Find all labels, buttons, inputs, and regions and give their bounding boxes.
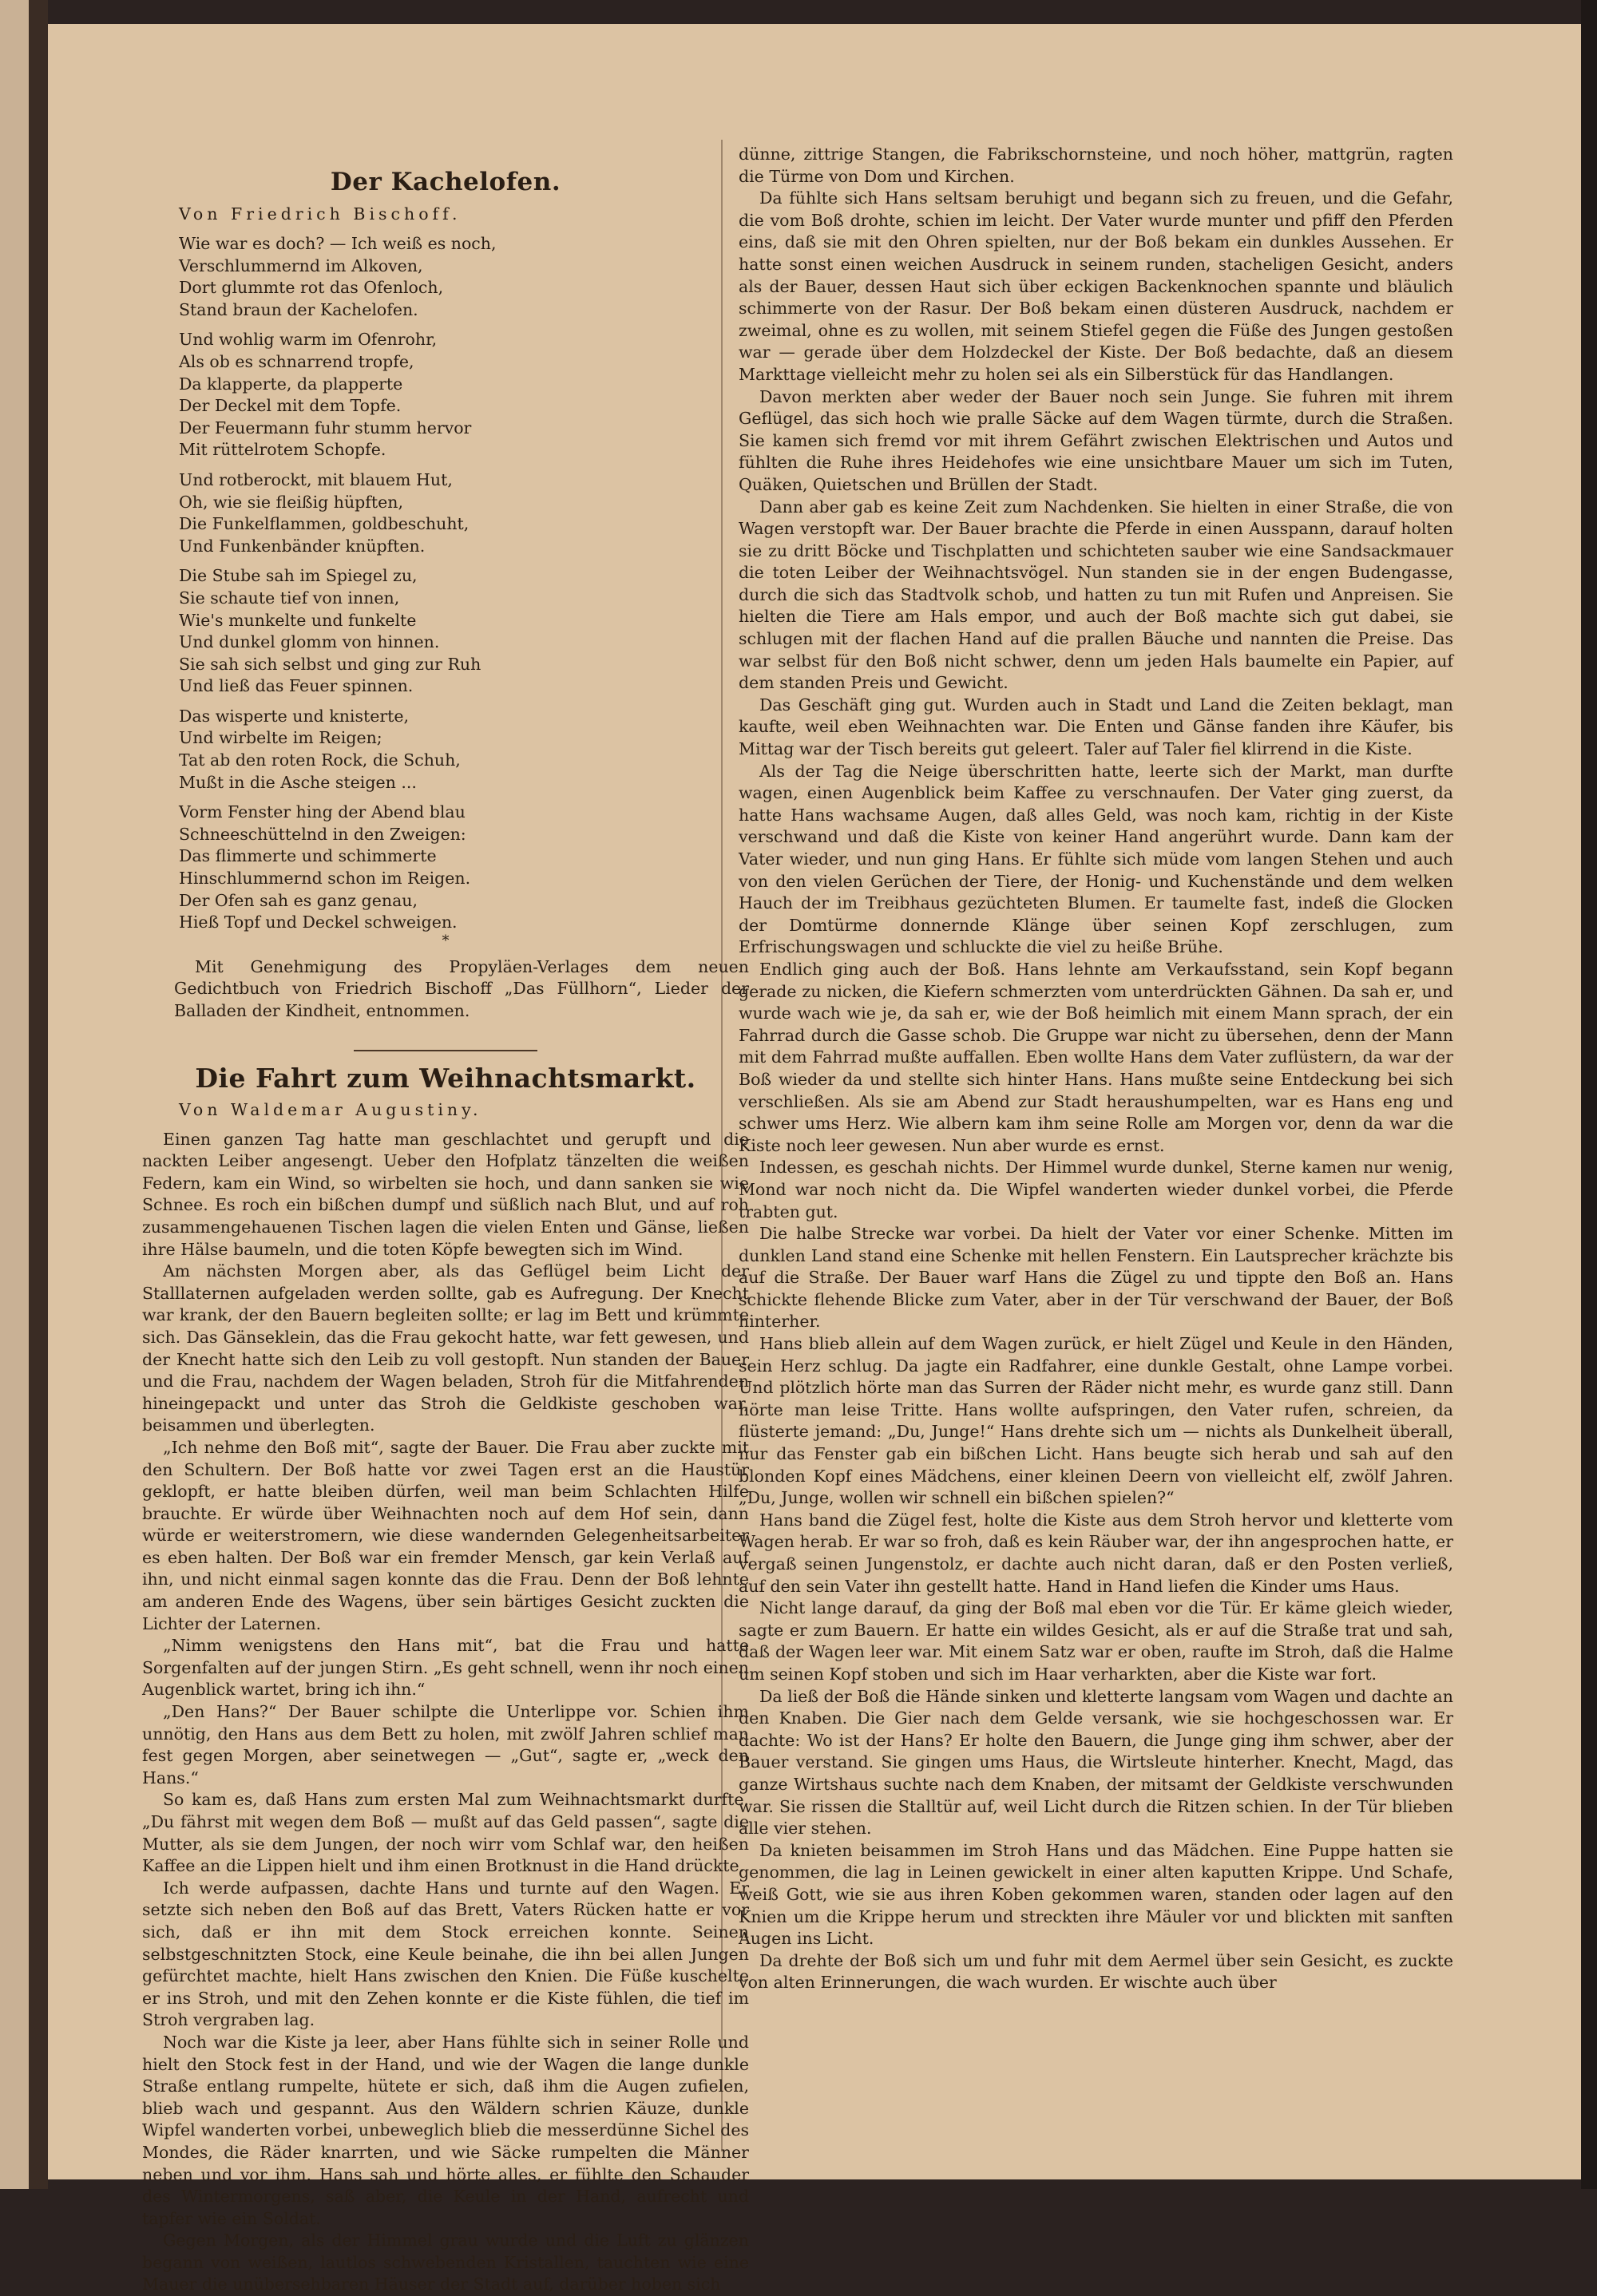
scan-right-margin (1581, 0, 1597, 2189)
poem-verse: Und dunkel glomm von hinnen. (179, 632, 440, 652)
poem-verse: Wie war es doch? — Ich weiß es noch, (179, 234, 497, 253)
story-paragraph: Einen ganzen Tag hatte man geschlachtet und gerupft und die nackten Leiber angesengt. Ueber den Hofplatz tänzelten die weißen Federn, kam ein Wind, so wirbelten sie hoch, und dann sanken sie wie Schnee. Es roch ein bißchen dumpf und süßlich nach Blut, und auf roh zusammengehauenen Tischen lagen die vielen Enten und Gänse, ließen ihre Hälse baumeln, und die toten Köpfe bewegten sich im Wind. (142, 1129, 749, 1259)
story-paragraph: Endlich ging auch der Boß. Hans lehnte am Verkaufsstand, sein Kopf begann gerade zu nicken, die Kiefern schmerzten vom unterdrückten Gähnen. Da sah er, und wurde wach wie je, da sah er, wie der Boß heimlich mit einem Mann sprach, der ein Fahrrad durch die Gasse schob. Die Gruppe war nicht zu übersehen, denn der Mann mit dem Fahrrad mußte auffallen. Eben wollte Hans dem Vater zuflüstern, da war der Boß wieder da und stellte sich hinter Hans. Hans mußte seine Entdeckung bei sich verschließen. Als sie am Abend zur Stadt heraushumpelten, war es Hans eng und schwer ums Herz. Wie albern kam ihm seine Rolle am Morgen vor, denn da war die Kiste noch leer gewesen. Nun aber wurde es ernst. (739, 959, 1453, 1155)
poem-verse: Mußt in die Asche steigen ... (179, 772, 417, 792)
poem-stanza-4 (179, 565, 749, 698)
poem-verse: Und wohlig warm im Ofenrohr, (179, 330, 438, 350)
story-paragraph-continued: dünne, zittrige Stangen, die Fabrikschornsteine, und noch höher, mattgrün, ragten die Türme von Dom und Kirchen. (739, 144, 1453, 186)
story-paragraph: Da drehte der Boß sich um und fuhr mit dem Aermel über sein Gesicht, es zuckte von alten Erinnerungen, die wach wurden. Er wischte auch über (739, 1950, 1453, 1993)
story-paragraph: Da knieten beisammen im Stroh Hans und das Mädchen. Eine Puppe hatten sie genommen, die lag in Leinen gewickelt in einer alten kaputten Krippe. Und Schafe, weiß Gott, wie sie aus ihren Koben gekommen waren, standen oder lagen auf den Knien um die Krippe herum und streckten ihre Mäuler vor und blickten mit sanften Augen ins Licht. (739, 1840, 1453, 1949)
section-asterisk: * (442, 932, 450, 949)
scan-left-margin (0, 0, 29, 2189)
story-paragraph: Noch war die Kiste ja leer, aber Hans fühlte sich in seiner Rolle und hielt den Stock fest in der Hand, und wie der Wagen die lange dunkle Straße entlang rumpelte, hütete er sich, daß ihm die Augen zufielen, blieb wach und gespannt. Aus den Wäldern schrien Käuze, dunkle Wipfel wanderten vorbei, unbeweglich blieb die messerdünne Sichel des Mondes, die Räder knarrten, und wie Säcke rumpelten die Männer neben und vor ihm. Hans sah und hörte alles, er fühlte den Schauder des Wintermorgens, saß aber, die Keule in der Hand, aufrecht und tapfer wie ein Soldat. (142, 2032, 749, 2228)
poem-verse: Der Ofen sah es ganz genau, (179, 890, 418, 910)
story-paragraph: Am nächsten Morgen aber, als das Geflügel beim Licht der Stalllaternen aufgeladen werden sollte, gab es Aufregung. Der Knecht war krank, der den Bauern begleiten sollte; er lag im Bett und krümmte sich. Das Gänseklein, das die Frau gekocht hatte, war fett gewesen, und der Knecht hatte sich den Leib zu voll gestopft. Nun standen der Bauer und die Frau, nachdem der Wagen beladen, Stroh für die Mitfahrenden hineingepackt und unter das Stroh die Geldkiste geschoben war, beisammen und überlegten. (142, 1261, 749, 1435)
story-paragraph: Gegen Morgen, als der Himmel grau wurde und die Luft zu glänzen begann von weißen, lautlos schwebenden Kristallen, tauchten wie eine Mauer die unübersehbaren Häuser der Stadt auf, darüber hoben sich (142, 2231, 749, 2294)
poem-stanza-1 (179, 233, 749, 321)
story-paragraph: So kam es, daß Hans zum ersten Mal zum Weihnachtsmarkt durfte. „Du fährst mit wegen dem Boß — mußt auf das Geld passen“, sagte die Mutter, als sie dem Jungen, der noch wirr vom Schlaf war, den heißen Kaffee an die Lippen hielt und ihm einen Brotknust in die Hand drückte. (142, 1790, 749, 1876)
poem-verse: Da klapperte, da plapperte (179, 374, 403, 394)
poem-stanza-3 (179, 469, 749, 557)
poem-author: Von Friedrich Bischoff. (179, 204, 462, 224)
poem-verse: Und wirbelte im Reigen; (179, 728, 382, 748)
poem-verse: Dort glummte rot das Ofenloch, (179, 278, 444, 298)
poem-verse: Verschlummernd im Alkoven, (179, 255, 423, 275)
poem-verse: Hieß Topf und Deckel schweigen. (179, 912, 458, 932)
story-paragraph: Das Geschäft ging gut. Wurden auch in Stadt und Land die Zeiten beklagt, man kaufte, weil eben Weihnachten war. Die Enten und Gänse fanden ihre Käufer, bis Mittag war der Tisch bereits gut geleert. Taler auf Taler fiel klirrend in die Kiste. (739, 695, 1453, 759)
story-paragraph: Da ließ der Boß die Hände sinken und kletterte langsam vom Wagen und dachte an den Knaben. Die Gier nach dem Gelde versank, wie sie hochgeschossen war. Er dachte: Wo ist der Hans? Er holte den Bauern, die Junge ging ihm schwer, aber der Bauer verstand. Sie gingen ums Haus, die Wirtsleute hinterher. Knecht, Magd, das ganze Wirtshaus suchte nach dem Knaben, der mitsamt der Geldkiste verschwunden war. Sie rissen die Stalltür auf, weil Licht durch die Ritzen schien. In der Tür blieben alle vier stehen. (739, 1686, 1453, 1839)
story-paragraph: Nicht lange darauf, da ging der Boß mal eben vor die Tür. Er käme gleich wieder, sagte er zum Bauern. Er hatte ein wildes Gesicht, als er auf die Straße trat und sah, daß der Wagen leer war. Mit einem Satz war er oben, raufte im Stroh, daß die Halme um seinen Kopf stoben und sich im Haar verharkten, aber die Kiste war fort. (739, 1598, 1453, 1684)
poem-verse: Vorm Fenster hing der Abend blau (179, 802, 466, 822)
story-paragraph: Dann aber gab es keine Zeit zum Nachdenken. Sie hielten in einer Straße, die von Wagen verstopft war. Der Bauer brachte die Pferde in einen Ausspann, darauf holten sie zu dritt Böcke und Tischplatten und schichteten sauber wie eine Sandsackmauer die toten Leiber der Weihnachtsvögel. Nun standen sie in der engen Budengasse, durch die sich das Stadtvolk schob, und hatten zu tun mit Rufen und Anpreisen. Sie hielten die Tiere am Hals empor, und auch der Boß machte sich gut dabei, sie schlugen mit der flachen Hand auf die prallen Bäuche und nannten die Preise. Das war selbst für den Boß nicht schwer, denn um jeden Hals baumelte ein Papier, auf dem standen Preis und Gewicht. (739, 497, 1453, 693)
poem-verse: Tat ab den roten Rock, die Schuh, (179, 750, 461, 770)
story-paragraph: Die halbe Strecke war vorbei. Da hielt der Vater vor einer Schenke. Mitten im dunklen Land stand eine Schenke mit hellen Fenstern. Ein Lautsprecher krächzte bis auf die Straße. Der Bauer warf Hans die Zügel zu und tippte den Boß an. Hans schickte flehende Blicke zum Vater, aber in der Tür verschwand der Bauer, der Boß hinterher. (739, 1224, 1453, 1332)
poem-verse: Und rotberockt, mit blauem Hut, (179, 469, 453, 489)
poem-verse: Die Stube sah im Spiegel zu, (179, 566, 418, 586)
poem-verse: Der Deckel mit dem Topfe. (179, 396, 402, 416)
story-paragraph: Als der Tag die Neige überschritten hatte, leerte sich der Markt, man durfte wagen, einen Augenblick beim Kaffee zu verschnaufen. Der Vater ging zuerst, da hatte Hans wachsame Augen, daß alles Geld, was noch kam, richtig in der Kiste verschwand und daß die Kiste von keiner Hand angerührt wurde. Dann kam der Vater wieder, und nun ging Hans. Er fühlte sich müde vom langen Stehen und auch von den vielen Gerüchen der Tiere, der Honig- und Kuchenstände und dem welken Hauch der im Treibhaus gezüchteten Blumen. Er taumelte fast, indeß die Glocken der Domtürme donnernde Klänge über seinen Kopf zerschlugen, zum Erfrischungswagen und schluckte die viel zu heiße Brühe. (739, 761, 1453, 957)
story-paragraph: „Den Hans?“ Der Bauer schilpte die Unterlippe vor. Schien ihm unnötig, den Hans aus dem Bett zu holen, mit zwölf Jahren schlief man fest gegen Morgen, aber seinetwegen — „Gut“, sagte er, „weck den Hans.“ (142, 1702, 749, 1787)
poem-verse: Stand braun der Kachelofen. (179, 299, 418, 319)
publication-permission-note: Mit Genehmigung des Propyläen-Verlages dem neuen Gedichtbuch von Friedrich Bischoff „Das Füllhorn“, Lieder der Balladen der Kindheit, entnommen. (174, 956, 749, 1020)
story-author: Von Waldemar Augustiny. (179, 1099, 482, 1119)
poem-verse: Sie schaute tief von innen, (179, 588, 400, 608)
poem-verse: Und ließ das Feuer spinnen. (179, 676, 414, 696)
poem-verse: Und Funkenbänder knüpften. (179, 536, 426, 556)
story-paragraph: Davon merkten aber weder der Bauer noch sein Junge. Sie fuhren mit ihrem Geflügel, das sich hoch wie pralle Säcke auf dem Wagen türmte, durch die Straßen. Sie kamen sich fremd vor mit ihrem Gefährt zwischen Elektrischen und Autos und fühlten die Ruhe ihres Heidehofes wie eine unsichtbare Mauer um sich im Tuten, Quäken, Quietschen und Brüllen der Stadt. (739, 386, 1453, 494)
poem-stanza-2 (179, 329, 749, 461)
story-paragraph: Hans band die Zügel fest, holte die Kiste aus dem Stroh hervor und kletterte vom Wagen herab. Er war so froh, daß es kein Räuber war, der ihn angesprochen hatte, er vergaß seinen Jungenstolz, er dachte auch nicht daran, daß er den Posten verließ, auf den sein Vater ihn gestellt hatte. Hand in Hand liefen die Kinder ums Haus. (739, 1510, 1453, 1596)
poem-verse: Als ob es schnarrend tropfe, (179, 351, 414, 371)
right-column (739, 144, 1453, 2155)
story-paragraph: Da fühlte sich Hans seltsam beruhigt und begann sich zu freuen, und die Gefahr, die vom Boß drohte, schien im leicht. Der Vater wurde munter und pfiff den Pferden eins, daß sie mit den Ohren spielten, nur der Boß bekam ein dunkles Aussehen. Er hatte sonst einen weichen Ausdruck in seinem runden, stacheligen Gesicht, anders als der Bauer, dessen Haut sich über eckigen Backenknochen spannte und bläulich schimmerte von der Rasur. Der Boß bekam einen düsteren Ausdruck, nachdem er zweimal, ohne es zu wollen, mit seinem Stiefel gegen die Füße des Jungen gestoßen war — gerade über dem Holzdeckel der Kiste. Der Boß bedachte, daß an diesem Markttage vielleicht mehr zu holen sei als ein Silberstück für das Handlangen. (739, 188, 1453, 384)
story-paragraph: „Nimm wenigstens den Hans mit“, bat die Frau und hatte Sorgenfalten auf der jungen Stirn. „Es geht schnell, wenn ihr noch einen Augenblick wartet, bring ich ihn.“ (142, 1636, 749, 1700)
left-column (142, 144, 749, 2294)
poem-verse: Die Funkelflammen, goldbeschuht, (179, 514, 470, 534)
title-rule (354, 1050, 537, 1051)
poem-verse: Mit rüttelrotem Schopfe. (179, 440, 386, 460)
newspaper-page (48, 24, 1581, 2294)
story-title: Die Fahrt zum Weihnachtsmarkt. (195, 1062, 696, 1094)
story-paragraph: Hans blieb allein auf dem Wagen zurück, er hielt Zügel und Keule in den Händen, sein Herz schlug. Da jagte ein Radfahrer, eine dunkle Gestalt, ohne Lampe vorbei. Und plötzlich hörte man das Surren der Räder nicht mehr, es wurde ganz still. Dann hörte man leise Tritte. Hans wollte aufspringen, den Vater rufen, schreien, da flüsterte jemand: „Du, Junge!“ Hans drehte sich um — nichts als Dunkelheit überall, nur das Fenster gab ein bißchen Licht. Hans beugte sich herab und sah auf den blonden Kopf eines Mädchens, einer kleinen Deern von vielleicht elf, zwölf Jahren. „Du, Junge, wollen wir schnell ein bißchen spielen?“ (739, 1334, 1453, 1508)
poem-title: Der Kachelofen. (330, 168, 561, 196)
poem-verse: Wie's munkelte und funkelte (179, 610, 417, 630)
poem-verse: Oh, wie sie fleißig hüpften, (179, 492, 403, 512)
story-paragraph: Ich werde aufpassen, dachte Hans und turnte auf den Wagen. Er setzte sich neben den Boß auf das Brett, Vaters Rücken hatte er vor sich, daß er ihn mit dem Stock erreichen konnte. Seinen selbstgeschnitzten Stock, eine Keule beinahe, die ihn bei allen Jungen gefürchtet machte, hielt Hans zwischen den Knien. Die Füße kuschelte er ins Stroh, und mit den Zehen konnte er die Kiste fühlen, die tief im Stroh vergraben lag. (142, 1878, 749, 2030)
poem-verse: Der Feuermann fuhr stumm hervor (179, 418, 472, 437)
story-paragraph: „Ich nehme den Boß mit“, sagte der Bauer. Die Frau aber zuckte mit den Schultern. Der Boß hatte vor zwei Tagen erst an die Haustür geklopft, er hatte bleiben dürfen, weil man beim Schlachten Hilfe brauchte. Er würde über Weihnachten noch auf dem Hof sein, dann würde er weiterstromern, wie diese wandernden Gelegenheitsarbeiter es eben halten. Der Boß war ein fremder Mensch, gar kein Verlaß auf ihn, und nicht einmal sagen konnte das die Frau. Denn der Boß lehnte am anderen Ende des Wagens, über sein bärtiges Gesicht zuckten die Lichter der Laternen. (142, 1437, 749, 1633)
poem-stanza-5 (179, 706, 749, 794)
poem-verse: Das flimmerte und schimmerte (179, 846, 437, 866)
poem-verse: Das wisperte und knisterte, (179, 706, 410, 726)
poem-verse: Sie sah sich selbst und ging zur Ruh (179, 654, 481, 674)
story-paragraph: Indessen, es geschah nichts. Der Himmel wurde dunkel, Sterne kamen nur wenig, Mond war noch nicht da. Die Wipfel wanderten wieder dunkel vorbei, die Pferde trabten gut. (739, 1158, 1453, 1221)
poem-verse: Hinschlummernd schon im Reigen. (179, 869, 471, 889)
poem-stanza-6 (179, 802, 749, 934)
scan-binding-gutter (29, 0, 48, 2189)
poem-verse: Schneeschüttelnd in den Zweigen: (179, 824, 466, 844)
